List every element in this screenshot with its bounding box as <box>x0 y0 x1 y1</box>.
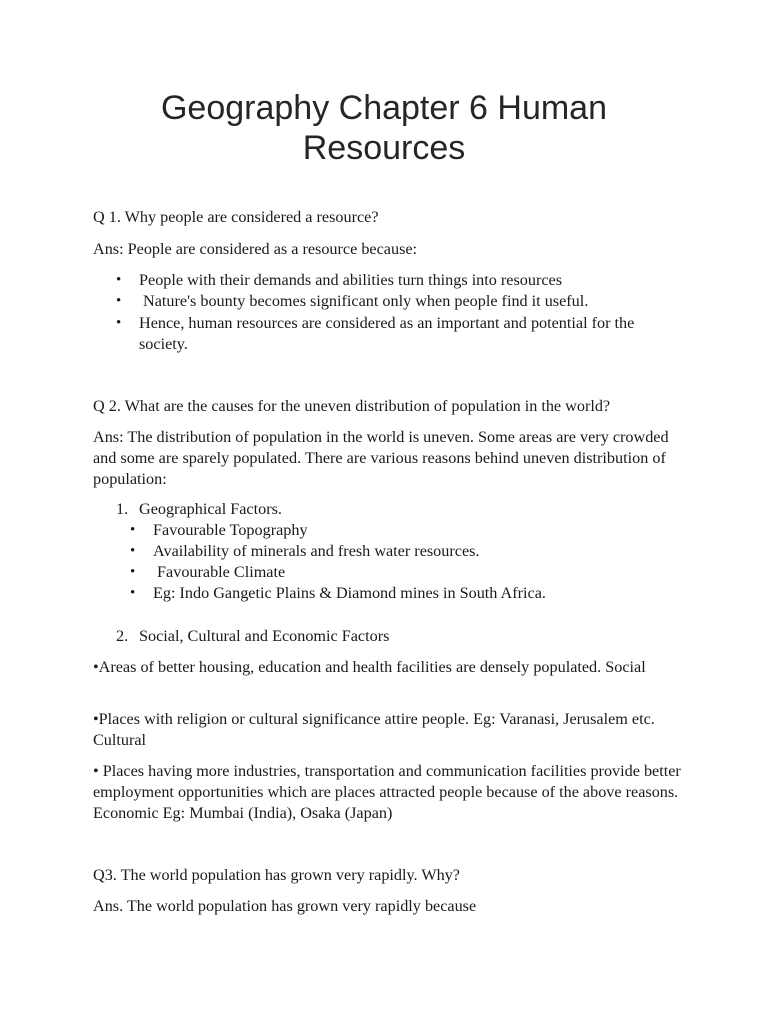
q2-answer-intro: Ans: The distribution of population in the world is uneven. Some areas are very crowded and some are sparely populated. There are various reasons behind uneven distribution of population: <box>93 428 669 488</box>
bullet-marker: • <box>130 564 136 580</box>
bullet-marker: • <box>116 315 122 331</box>
factor1-label: Geographical Factors. <box>139 500 282 518</box>
factor1-bullet-1: Favourable Topography <box>153 521 308 539</box>
factor1-number: 1. <box>116 500 129 518</box>
bullet-marker: • <box>116 293 122 309</box>
social-paragraph: •Areas of better housing, education and health facilities are densely populated. Social <box>93 658 646 676</box>
q1-bullet-3: Hence, human resources are considered as an important and potential for the society. <box>139 314 635 353</box>
bullet-marker: • <box>130 522 136 538</box>
cultural-paragraph: •Places with religion or cultural significance attire people. Eg: Varanasi, Jerusalem etc. Cultural <box>93 710 655 749</box>
economic-paragraph: • Places having more industries, transportation and communication facilities provide better employment opportunities which are places attracted people because of the above reasons. Economic Eg: Mumbai (India), Osaka (Japan) <box>93 762 681 822</box>
q3-question: Q3. The world population has grown very rapidly. Why? <box>93 866 460 884</box>
bullet-marker: • <box>130 585 136 601</box>
bullet-marker: • <box>116 272 122 288</box>
q1-bullet-2: Nature's bounty becomes significant only when people find it useful. <box>139 292 589 310</box>
q1-question: Q 1. Why people are considered a resource? <box>93 208 379 226</box>
factor1-bullet-3: Favourable Climate <box>153 563 286 581</box>
factor1-bullet-2: Availability of minerals and fresh water resources. <box>153 542 480 560</box>
factor2-number: 2. <box>116 627 129 645</box>
q2-question: Q 2. What are the causes for the uneven distribution of population in the world? <box>93 397 611 415</box>
document-title: Geography Chapter 6 Human Resources <box>160 89 608 167</box>
q1-bullet-1: People with their demands and abilities turn things into resources <box>139 271 563 289</box>
bullet-marker: • <box>130 543 136 559</box>
factor2-label: Social, Cultural and Economic Factors <box>139 627 390 645</box>
factor1-bullet-4: Eg: Indo Gangetic Plains & Diamond mines in South Africa. <box>153 584 546 602</box>
q1-answer-intro: Ans: People are considered as a resource because: <box>93 240 418 258</box>
q3-answer-intro: Ans. The world population has grown very rapidly because <box>93 897 477 915</box>
